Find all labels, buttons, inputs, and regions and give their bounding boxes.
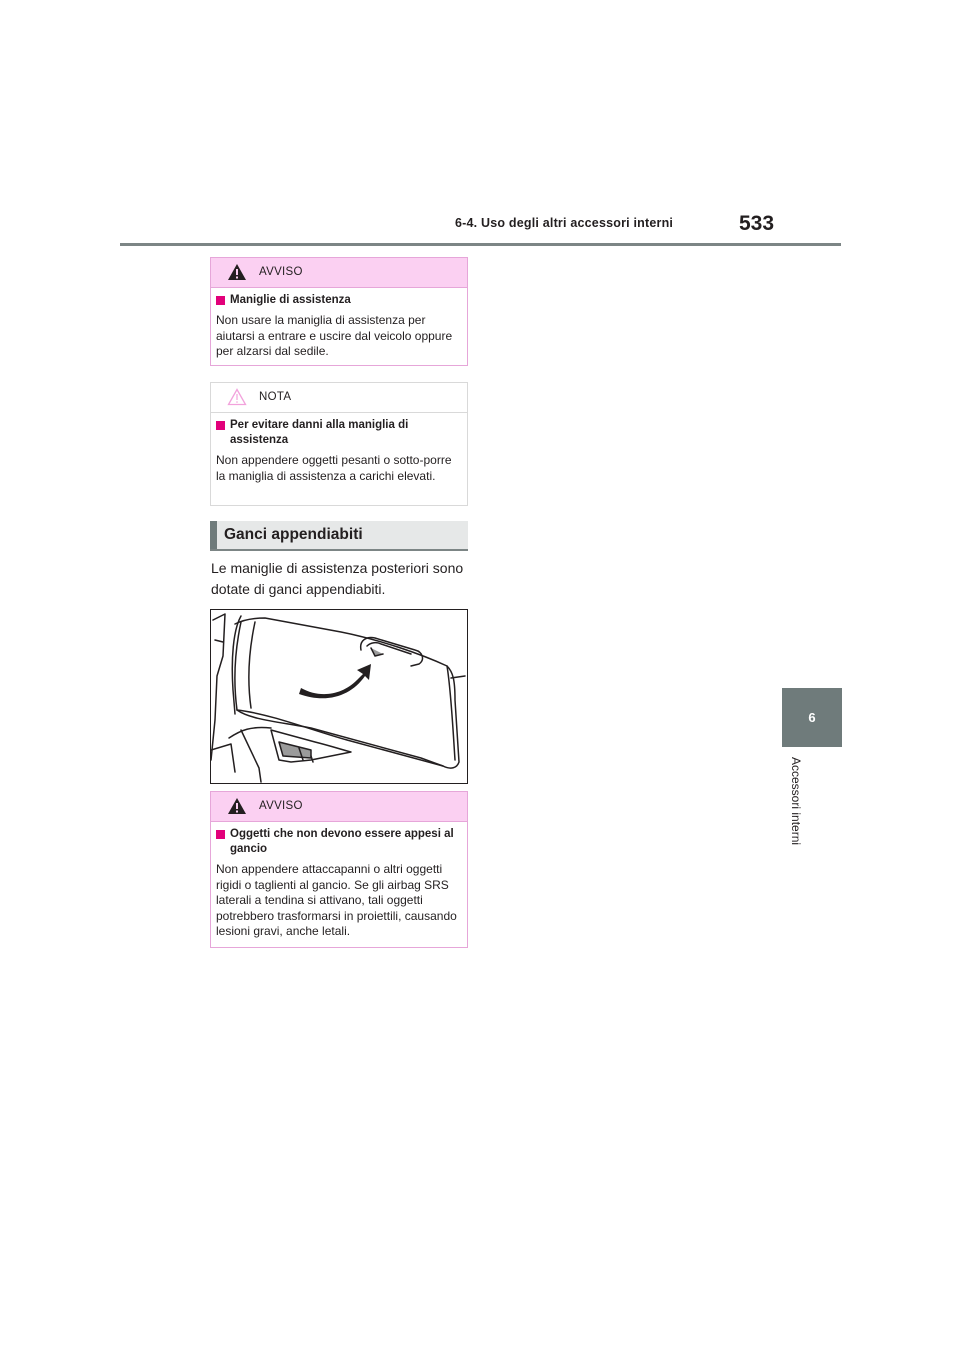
warning-triangle-icon xyxy=(227,797,247,815)
chapter-title xyxy=(789,757,805,867)
warning-subheading-text: Oggetti che non devono essere appesi al gancio xyxy=(230,828,454,855)
coat-hook-illustration xyxy=(210,609,468,784)
warning-text: Non usare la maniglia di assistenza per aiutarsi a entrare e uscire dal veicolo oppure per alzarsi dal sedile. xyxy=(216,313,453,358)
curved-arrow-icon xyxy=(299,664,371,698)
warning-box-body xyxy=(211,822,467,946)
section-title: Ganci appendiabiti xyxy=(224,526,363,543)
note-text: Non appendere oggetti pesanti o sotto-porre la maniglia di assistenza a carichi elevati. xyxy=(216,453,452,483)
note-box-header xyxy=(211,383,467,413)
chapter-title-text: Accessori interni xyxy=(789,757,803,846)
warning-subheading-text: Maniglie di assistenza xyxy=(230,294,351,306)
section-title-accent xyxy=(210,521,217,549)
note-subheading xyxy=(216,418,461,448)
warning-box-hook-objects xyxy=(210,791,468,948)
section-header: 6-4. Uso degli altri accessori interni xyxy=(455,216,674,230)
section-title-bar xyxy=(210,521,468,551)
bullet-square-icon xyxy=(216,830,225,839)
warning-label: AVVISO xyxy=(259,800,303,812)
header-rule xyxy=(120,243,841,246)
page-number: 533 xyxy=(739,212,775,235)
warning-box-header xyxy=(211,258,467,288)
caution-triangle-outline-icon xyxy=(227,388,247,406)
chapter-tab xyxy=(782,688,842,747)
coat-hook-drawing xyxy=(211,610,467,783)
warning-triangle-icon xyxy=(227,263,247,281)
note-box-assist-grip xyxy=(210,382,468,506)
warning-box-header xyxy=(211,792,467,822)
bullet-square-icon xyxy=(216,296,225,305)
body-paragraph: Le maniglie di assistenza posteriori sono dotate di ganci appendiabiti. xyxy=(211,560,464,597)
note-label: NOTA xyxy=(259,391,292,403)
warning-text: Non appendere attaccapanni o altri oggetti rigidi o taglienti al gancio. Se gli airbag SRS laterali a tendina si attivano, tali oggetti potrebbero trasformarsi in proiettili, causando lesioni gravi, anche letali. xyxy=(216,862,457,938)
note-box-body xyxy=(211,413,467,490)
bullet-square-icon xyxy=(216,421,225,430)
warning-box-body xyxy=(211,288,467,366)
warning-box-assist-grip xyxy=(210,257,468,366)
warning-subheading xyxy=(216,293,461,308)
warning-subheading xyxy=(216,827,461,857)
note-subheading-text: Per evitare danni alla maniglia di assistenza xyxy=(230,419,409,446)
chapter-number: 6 xyxy=(808,710,816,725)
warning-label: AVVISO xyxy=(259,266,303,278)
